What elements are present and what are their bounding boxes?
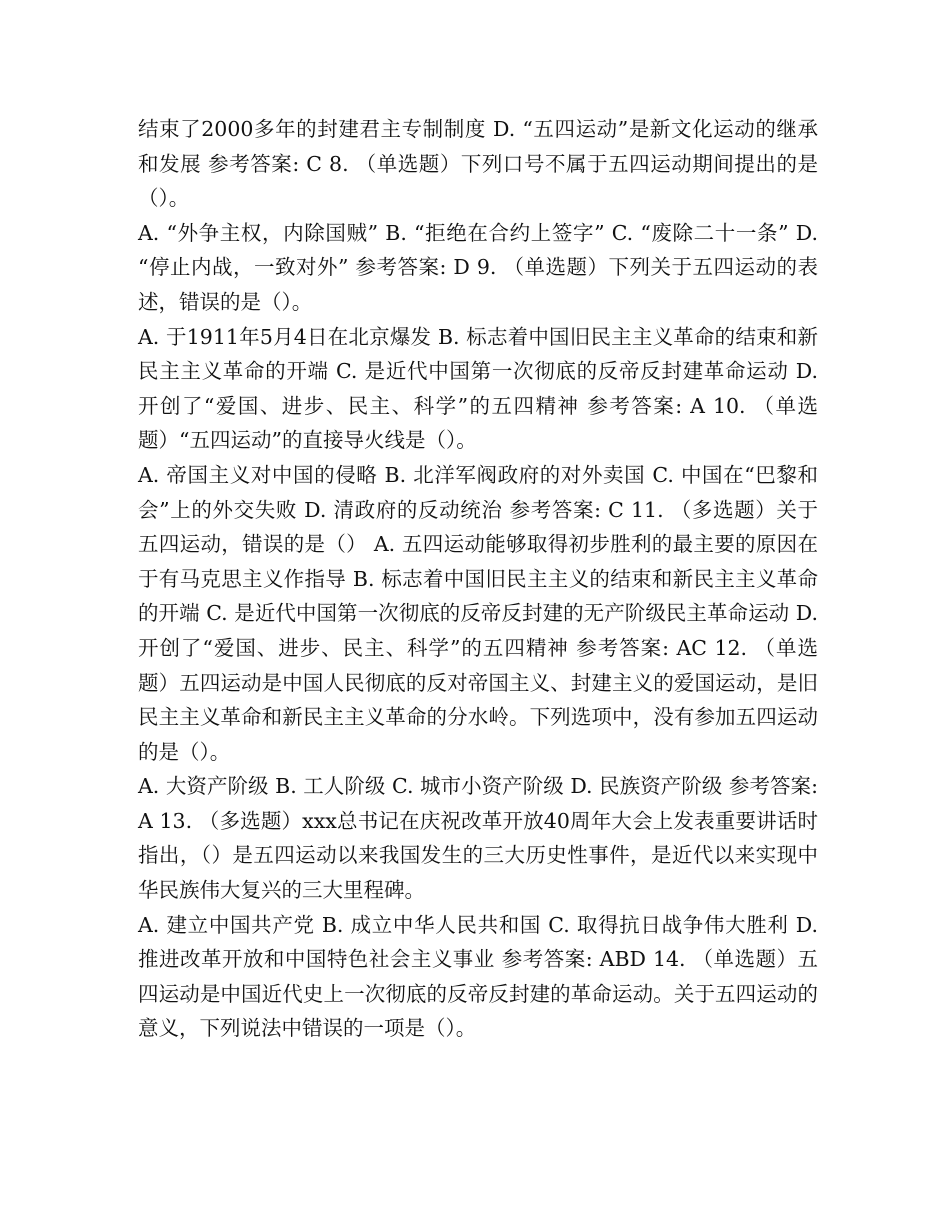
paragraph-2: A. “外争主权，内除国贼” B. “拒绝在合约上签字” C. “废除二十一条” D. “停止内战，一致对外” 参考答案: D 9. （单选题）下列关于五四运动的表述，错误的是（）。	[138, 220, 818, 314]
paragraph-4: A. 帝国主义对中国的侵略 B. 北洋军阀政府的对外卖国 C. 中国在“巴黎和会”上的外交失败 D. 清政府的反动统治 参考答案: C 11. （多选题）关于五四运动，错误的是（） A. 五四运动能够取得初步胜利的最主要的原因在于有马克思主义作指导 B. 标志着中国旧民主主义的结束和新民主主义革命的开端 C. 是近代中国第一次彻底的反帝反封建的无产阶级民主革命运动 D. 开创了“爱国、进步、民主、科学”的五四精神 参考答案: AC 12. （单选题）五四运动是中国人民彻底的反对帝国主义、封建主义的爱国运动，是旧民主主义革命和新民主主义革命的分水岭。下列选项中，没有参加五四运动的是（）。	[138, 462, 818, 764]
paragraph-5: A. 大资产阶级 B. 工人阶级 C. 城市小资产阶级 D. 民族资产阶级 参考答案: A 13. （多选题）xxx总书记在庆祝改革开放40周年大会上发表重要讲话时指出，（）是五四运动以来我国发生的三大历史性事件，是近代以来实现中华民族伟大复兴的三大里程碑。	[138, 774, 818, 903]
paragraph-6: A. 建立中国共产党 B. 成立中华人民共和国 C. 取得抗日战争伟大胜利 D. 推进改革开放和中国特色社会主义事业 参考答案: ABD 14. （单选题）五四运动是中国近代史上一次彻底的反帝反封建的革命运动。关于五四运动的意义，下列说法中错误的一项是（）。	[138, 912, 818, 1041]
paragraph-3: A. 于1911年5月4日在北京爆发 B. 标志着中国旧民主主义革命的结束和新民主主义革命的开端 C. 是近代中国第一次彻底的反帝反封建革命运动 D. 开创了“爱国、进步、民主、科学”的五四精神 参考答案: A 10. （单选题）“五四运动”的直接导火线是（）。	[138, 324, 818, 453]
paragraph-1: 结束了2000多年的封建君主专制制度 D. “五四运动”是新文化运动的继承和发展 参考答案: C 8. （单选题）下列口号不属于五四运动期间提出的是（）。	[138, 117, 818, 211]
document-body	[138, 112, 818, 1046]
